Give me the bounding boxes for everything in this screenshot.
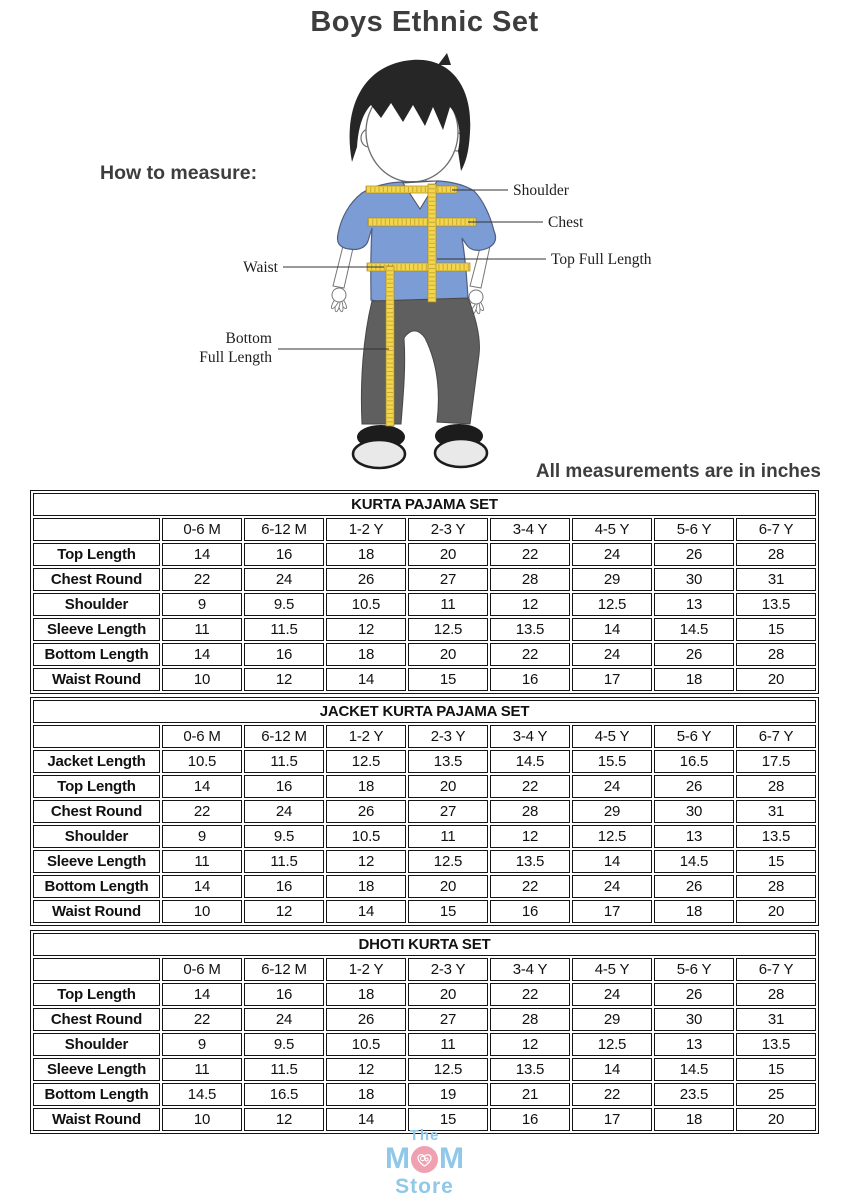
measurement-value: 13	[654, 593, 734, 616]
measurement-row-label: Bottom Length	[33, 643, 160, 666]
measurement-value: 28	[490, 568, 570, 591]
measurement-value: 11	[408, 825, 488, 848]
measurement-row-label: Sleeve Length	[33, 850, 160, 873]
measurement-value: 16	[490, 900, 570, 923]
measurement-value: 31	[736, 568, 816, 591]
measurement-value: 12	[326, 1058, 406, 1081]
measurement-value: 17	[572, 1108, 652, 1131]
measurement-value: 11	[408, 1033, 488, 1056]
measurement-value: 13	[654, 1033, 734, 1056]
mom-baby-icon	[414, 1149, 435, 1170]
measurement-value: 11.5	[244, 850, 324, 873]
measurement-value: 12.5	[408, 618, 488, 641]
measurement-value: 11.5	[244, 750, 324, 773]
measurement-value: 26	[326, 568, 406, 591]
measurement-value: 27	[408, 800, 488, 823]
measurement-value: 27	[408, 568, 488, 591]
measurement-value: 26	[654, 875, 734, 898]
measurement-value: 30	[654, 1008, 734, 1031]
logo-letter-m2: M	[439, 1142, 464, 1175]
measurement-value: 15	[736, 850, 816, 873]
measurement-value: 31	[736, 800, 816, 823]
size-column-header: 6-7 Y	[736, 518, 816, 541]
measurement-value: 14.5	[490, 750, 570, 773]
measurement-value: 25	[736, 1083, 816, 1106]
size-table	[30, 930, 819, 1134]
measurement-value: 9	[162, 825, 242, 848]
measurement-value: 20	[736, 1108, 816, 1131]
measurement-value: 24	[244, 568, 324, 591]
measurement-row-label: Bottom Length	[33, 1083, 160, 1106]
measurement-value: 24	[244, 1008, 324, 1031]
measurement-value: 13.5	[736, 825, 816, 848]
shoe-right	[435, 424, 487, 467]
measurement-value: 11	[162, 1058, 242, 1081]
measuring-tape-top-length	[428, 184, 436, 302]
measurement-value: 22	[490, 643, 570, 666]
size-column-header: 4-5 Y	[572, 518, 652, 541]
measurement-value: 11	[162, 618, 242, 641]
measurement-row-label: Waist Round	[33, 1108, 160, 1131]
measuring-tape-chest	[368, 218, 476, 226]
measurement-value: 28	[736, 643, 816, 666]
measurement-value: 10	[162, 900, 242, 923]
label-waist: Waist	[243, 259, 278, 276]
measurement-value: 20	[408, 775, 488, 798]
measurement-value: 12	[244, 900, 324, 923]
measurement-value: 14	[162, 643, 242, 666]
measurement-value: 20	[408, 543, 488, 566]
measurement-value: 9.5	[244, 1033, 324, 1056]
label-chest: Chest	[548, 214, 584, 231]
measurement-value: 12	[490, 1033, 570, 1056]
measurement-value: 22	[490, 875, 570, 898]
measurement-value: 17	[572, 900, 652, 923]
measurement-value: 16	[244, 775, 324, 798]
measurement-value: 12.5	[408, 1058, 488, 1081]
measurement-value: 18	[654, 900, 734, 923]
size-column-header: 2-3 Y	[408, 958, 488, 981]
measurement-value: 10	[162, 1108, 242, 1131]
measurement-value: 18	[326, 875, 406, 898]
measurement-row-label: Chest Round	[33, 1008, 160, 1031]
measurement-value: 31	[736, 1008, 816, 1031]
measurement-value: 15.5	[572, 750, 652, 773]
measurement-value: 20	[408, 643, 488, 666]
measurement-value: 29	[572, 1008, 652, 1031]
size-column-header: 1-2 Y	[326, 725, 406, 748]
measurement-value: 18	[654, 1108, 734, 1131]
measurement-row-label: Jacket Length	[33, 750, 160, 773]
measurement-value: 24	[572, 643, 652, 666]
label-top-full-length: Top Full Length	[551, 251, 652, 268]
measurement-value: 24	[572, 875, 652, 898]
measurement-value: 9.5	[244, 825, 324, 848]
measurement-value: 27	[408, 1008, 488, 1031]
how-to-measure-heading: How to measure:	[100, 162, 258, 184]
measurement-value: 22	[162, 1008, 242, 1031]
size-column-header: 6-12 M	[244, 958, 324, 981]
measurement-value: 18	[326, 643, 406, 666]
measurement-value: 24	[572, 543, 652, 566]
measurement-value: 29	[572, 800, 652, 823]
size-column-header: 1-2 Y	[326, 958, 406, 981]
measurement-value: 12	[244, 1108, 324, 1131]
measurement-value: 16	[490, 1108, 570, 1131]
measurement-value: 14.5	[162, 1083, 242, 1106]
hand-left	[330, 288, 348, 312]
measurement-value: 14	[162, 983, 242, 1006]
measurement-value: 14	[572, 850, 652, 873]
size-column-header: 4-5 Y	[572, 958, 652, 981]
measurement-value: 14	[572, 618, 652, 641]
measurement-value: 26	[326, 800, 406, 823]
measurement-value: 22	[490, 543, 570, 566]
jacket-kurta-pajama-set-table	[30, 697, 819, 926]
measurement-value: 15	[408, 668, 488, 691]
measurement-value: 26	[654, 775, 734, 798]
dhoti-kurta-set-table	[30, 930, 819, 1134]
measurement-value: 10.5	[162, 750, 242, 773]
measurement-row-label: Waist Round	[33, 900, 160, 923]
measurement-value: 16	[244, 983, 324, 1006]
table-title: JACKET KURTA PAJAMA SET	[33, 700, 816, 723]
measurement-value: 28	[736, 875, 816, 898]
measurement-value: 26	[326, 1008, 406, 1031]
measurement-value: 13.5	[736, 593, 816, 616]
measurement-value: 22	[162, 568, 242, 591]
measurement-value: 19	[408, 1083, 488, 1106]
measurement-value: 12	[326, 850, 406, 873]
size-table	[30, 697, 819, 926]
measuring-tape-bottom-length	[386, 266, 394, 426]
measurement-value: 12	[244, 668, 324, 691]
label-bottom-full-length-line1: Bottom	[225, 330, 272, 347]
measurement-row-label: Chest Round	[33, 800, 160, 823]
measurement-value: 14	[326, 668, 406, 691]
arm-left	[330, 246, 353, 312]
size-column-header: 5-6 Y	[654, 958, 734, 981]
size-column-header	[33, 725, 160, 748]
measurement-value: 20	[408, 983, 488, 1006]
measurement-value: 22	[490, 775, 570, 798]
measurement-value: 13.5	[408, 750, 488, 773]
measurement-value: 18	[326, 983, 406, 1006]
measurement-row-label: Shoulder	[33, 1033, 160, 1056]
measurement-row-label: Sleeve Length	[33, 1058, 160, 1081]
measurement-value: 30	[654, 568, 734, 591]
measurement-value: 20	[736, 668, 816, 691]
measurement-value: 17	[572, 668, 652, 691]
size-column-header: 0-6 M	[162, 518, 242, 541]
size-column-header: 4-5 Y	[572, 725, 652, 748]
measurement-value: 12	[490, 825, 570, 848]
measurement-value: 14	[326, 900, 406, 923]
measurement-value: 11.5	[244, 618, 324, 641]
measurement-value: 22	[162, 800, 242, 823]
size-column-header: 5-6 Y	[654, 518, 734, 541]
table-title: KURTA PAJAMA SET	[33, 493, 816, 516]
boy-illustration	[0, 50, 849, 490]
logo-o-mark	[411, 1146, 438, 1173]
measurement-row-label: Top Length	[33, 983, 160, 1006]
size-column-header: 6-12 M	[244, 518, 324, 541]
measurement-value: 24	[572, 983, 652, 1006]
measurement-value: 28	[490, 800, 570, 823]
size-column-header: 5-6 Y	[654, 725, 734, 748]
size-column-header: 0-6 M	[162, 958, 242, 981]
measurement-value: 13.5	[490, 1058, 570, 1081]
measurement-value: 16	[490, 668, 570, 691]
measurement-row-label: Shoulder	[33, 825, 160, 848]
measurement-value: 14	[162, 543, 242, 566]
size-column-header: 6-7 Y	[736, 725, 816, 748]
measurement-value: 24	[572, 775, 652, 798]
measurement-value: 14	[572, 1058, 652, 1081]
measurement-value: 12.5	[572, 825, 652, 848]
size-column-header: 2-3 Y	[408, 518, 488, 541]
measurement-row-label: Top Length	[33, 543, 160, 566]
measurement-value: 18	[326, 543, 406, 566]
measurement-value: 14.5	[654, 850, 734, 873]
measurement-value: 17.5	[736, 750, 816, 773]
measurement-value: 10.5	[326, 593, 406, 616]
measurement-value: 11	[162, 850, 242, 873]
measuring-tape-shoulder	[366, 186, 457, 193]
measurement-row-label: Bottom Length	[33, 875, 160, 898]
measurement-value: 9.5	[244, 593, 324, 616]
measurement-value: 11	[408, 593, 488, 616]
measurement-value: 18	[654, 668, 734, 691]
measurement-value: 13.5	[736, 1033, 816, 1056]
size-column-header: 1-2 Y	[326, 518, 406, 541]
measurement-value: 28	[736, 775, 816, 798]
table-title: DHOTI KURTA SET	[33, 933, 816, 956]
page-title: Boys Ethnic Set	[310, 6, 539, 38]
size-column-header: 3-4 Y	[490, 518, 570, 541]
size-column-header: 3-4 Y	[490, 725, 570, 748]
logo-text-the: The	[409, 1127, 440, 1144]
label-shoulder: Shoulder	[513, 182, 569, 199]
measurement-value: 28	[736, 543, 816, 566]
measurement-value: 14	[326, 1108, 406, 1131]
measurement-value: 22	[572, 1083, 652, 1106]
measurement-value: 12.5	[408, 850, 488, 873]
measurement-value: 10	[162, 668, 242, 691]
measurement-value: 15	[736, 1058, 816, 1081]
measurement-value: 12	[326, 618, 406, 641]
measurement-value: 26	[654, 983, 734, 1006]
measurement-value: 14	[162, 875, 242, 898]
measurement-value: 9	[162, 593, 242, 616]
measurement-value: 10.5	[326, 825, 406, 848]
size-column-header: 3-4 Y	[490, 958, 570, 981]
measurement-value: 23.5	[654, 1083, 734, 1106]
measurement-value: 14.5	[654, 1058, 734, 1081]
measurement-value: 10.5	[326, 1033, 406, 1056]
logo-letter-m1: M	[385, 1142, 410, 1175]
label-bottom-full-length-line2: Full Length	[199, 349, 272, 366]
size-table	[30, 490, 819, 694]
measurement-row-label: Shoulder	[33, 593, 160, 616]
measurement-value: 13	[654, 825, 734, 848]
measurement-value: 12.5	[326, 750, 406, 773]
shoe-left	[353, 425, 405, 468]
logo-text-store: Store	[395, 1175, 454, 1198]
measurement-value: 18	[326, 1083, 406, 1106]
measurement-value: 22	[490, 983, 570, 1006]
brand-logo	[0, 1128, 849, 1197]
measurement-value: 30	[654, 800, 734, 823]
measurement-value: 12	[490, 593, 570, 616]
size-column-header	[33, 518, 160, 541]
measurement-value: 28	[736, 983, 816, 1006]
measurement-value: 15	[408, 900, 488, 923]
measurement-value: 28	[490, 1008, 570, 1031]
measurement-row-label: Chest Round	[33, 568, 160, 591]
size-column-header: 0-6 M	[162, 725, 242, 748]
size-column-header: 6-12 M	[244, 725, 324, 748]
measurement-row-label: Waist Round	[33, 668, 160, 691]
measurement-value: 14.5	[654, 618, 734, 641]
size-column-header: 2-3 Y	[408, 725, 488, 748]
measurement-value: 15	[736, 618, 816, 641]
measurement-value: 12.5	[572, 1033, 652, 1056]
measurement-value: 15	[408, 1108, 488, 1131]
measurement-value: 18	[326, 775, 406, 798]
measurement-value: 21	[490, 1083, 570, 1106]
measurement-value: 11.5	[244, 1058, 324, 1081]
measurement-value: 13.5	[490, 850, 570, 873]
measurement-value: 16.5	[244, 1083, 324, 1106]
measurement-value: 9	[162, 1033, 242, 1056]
measurement-value: 24	[244, 800, 324, 823]
measurement-value: 16	[244, 875, 324, 898]
measurement-value: 20	[736, 900, 816, 923]
measurement-value: 26	[654, 643, 734, 666]
measurement-value: 29	[572, 568, 652, 591]
measurement-value: 20	[408, 875, 488, 898]
measurement-value: 12.5	[572, 593, 652, 616]
measurement-value: 16.5	[654, 750, 734, 773]
kurta-pajama-set-table	[30, 490, 819, 694]
measurement-value: 16	[244, 643, 324, 666]
measurement-value: 14	[162, 775, 242, 798]
measurement-value: 26	[654, 543, 734, 566]
pajama-pants	[361, 298, 479, 424]
measurement-value: 13.5	[490, 618, 570, 641]
size-column-header: 6-7 Y	[736, 958, 816, 981]
units-note: All measurements are in inches	[535, 461, 821, 482]
size-column-header	[33, 958, 160, 981]
logo-text-mom	[385, 1144, 464, 1174]
measurement-value: 16	[244, 543, 324, 566]
measurement-row-label: Sleeve Length	[33, 618, 160, 641]
measurement-row-label: Top Length	[33, 775, 160, 798]
